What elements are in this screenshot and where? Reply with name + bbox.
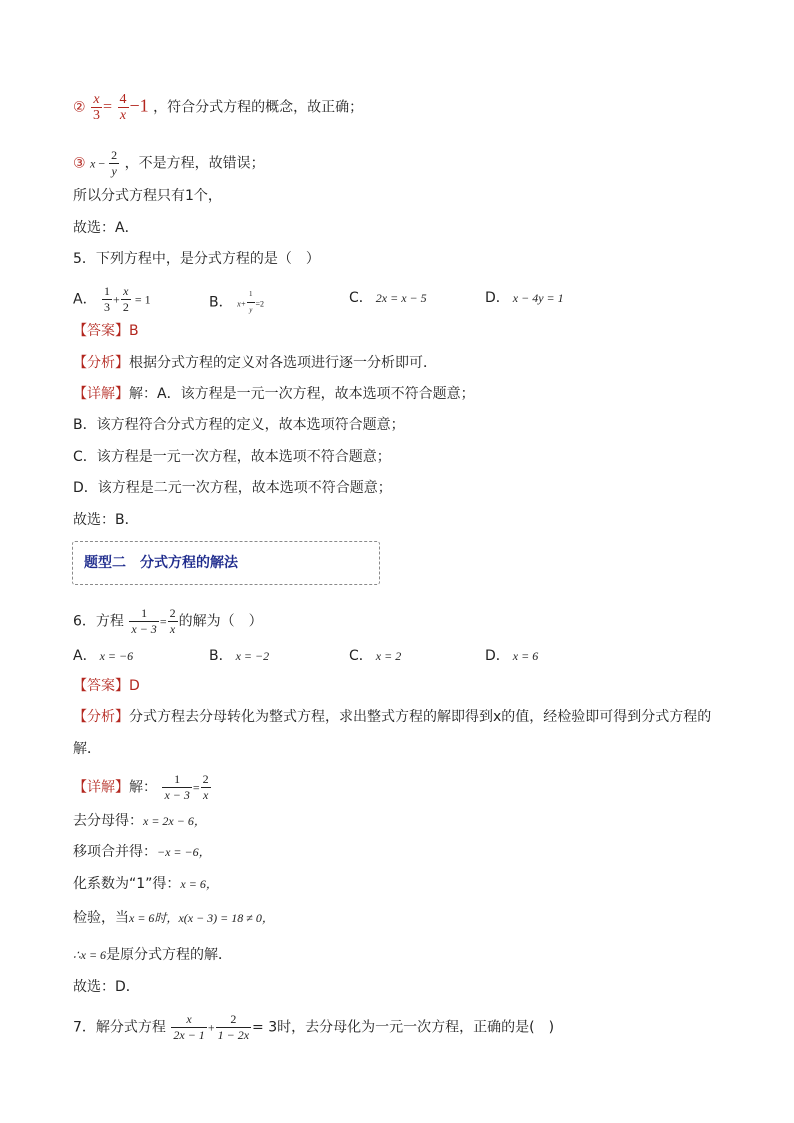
q5-analysis: 【分析】根据分式方程的定义对各选项进行逐一分析即可． — [73, 355, 437, 371]
fraction-2-over-y: $\frac{2}{y}$ — [111, 148, 118, 178]
fraction-x-over-3: $\frac{x}{3}$ — [93, 92, 101, 123]
fraction-4-over-x: $\frac{4}{x}$ — [119, 92, 127, 123]
q6-option-c: C． x = 2 — [349, 648, 402, 664]
q6-option-d: D． x = 6 — [485, 648, 539, 664]
q5-option-b: B． x+ $\frac{1}{y}$ =2 — [209, 287, 264, 318]
q7-stem: 7．解分式方程 $\frac{x}{2x - 1}$ + $\frac{2}{1 - 2x}$ = 3时，去分母化为一元一次方程，正确的是( ) — [73, 1012, 555, 1042]
item-marker-3: ③ — [73, 155, 86, 172]
q6-step3: 化系数为“1”得：x = 6， — [73, 876, 218, 892]
q6-choose: 故选：D． — [73, 979, 140, 995]
item-comment-2: ，符合分式方程的概念，故正确； — [153, 99, 364, 116]
q5-detail-d: D．该方程是二元一次方程，故本选项不符合题意； — [73, 480, 392, 496]
q6-analysis-cont: 解． — [73, 741, 101, 757]
q5-option-d: D． x − 4y = 1 — [485, 290, 564, 306]
item-marker-2: ② — [73, 99, 86, 116]
summary-text: 所以分式方程只有1个， — [73, 188, 222, 204]
q6-analysis: 【分析】分式方程去分母转化为整式方程，求出整式方程的解即得到x的值，经检验即可得到分式方程的 — [73, 709, 712, 725]
q5-option-a: A． $\frac{1}{3}$ + $\frac{x}{2}$ = 1 — [73, 284, 151, 314]
q6-option-a: A． x = −6 — [73, 648, 134, 664]
q5-stem: 5．下列方程中，是分式方程的是（ ） — [73, 251, 320, 267]
q5-option-c: C． 2x = x − 5 — [349, 290, 427, 306]
q6-step1: 去分母得：x = 2x − 6， — [73, 813, 206, 829]
item-comment-3: ，不是方程，故错误； — [124, 155, 265, 172]
q5-detail-b: B．该方程符合分式方程的定义，故本选项符合题意； — [73, 417, 405, 433]
q6-detail: 【详解】解： $\frac{1}{x - 3}$ = $\frac{2}{x}$ — [73, 772, 209, 802]
choose-a: 故选：A． — [73, 220, 139, 236]
q6-check: 检验，当x = 6时，x(x − 3) = 18 ≠ 0， — [73, 910, 274, 926]
q6-step2: 移项合并得：−x = −6， — [73, 844, 211, 860]
solution-item-2: ② $\frac{x}{3}$ = $\frac{4}{x}$ −1 ，符合分式方程的概念，故正确； — [73, 92, 364, 123]
q6-answer: 【答案】D — [73, 678, 140, 694]
q5-detail-c: C．该方程是一元一次方程，故本选项不符合题意； — [73, 449, 391, 465]
q5-choose: 故选：B． — [73, 512, 139, 528]
section-heading-box — [72, 541, 380, 585]
q5-detail-a: 【详解】解：A．该方程是一元一次方程，故本选项不符合题意； — [73, 386, 475, 402]
q6-conclusion: ∴x = 6是原分式方程的解． — [73, 947, 233, 963]
q5-answer: 【答案】B — [73, 323, 139, 339]
q6-stem: 6．方程 $\frac{1}{x - 3}$ = $\frac{2}{x}$ 的解为（ ） — [73, 606, 263, 636]
solution-item-3: ③ x − $\frac{2}{y}$ ，不是方程，故错误； — [73, 148, 265, 178]
section-title: 题型二 分式方程的解法 — [84, 555, 238, 571]
q6-option-b: B． x = −2 — [209, 648, 270, 664]
